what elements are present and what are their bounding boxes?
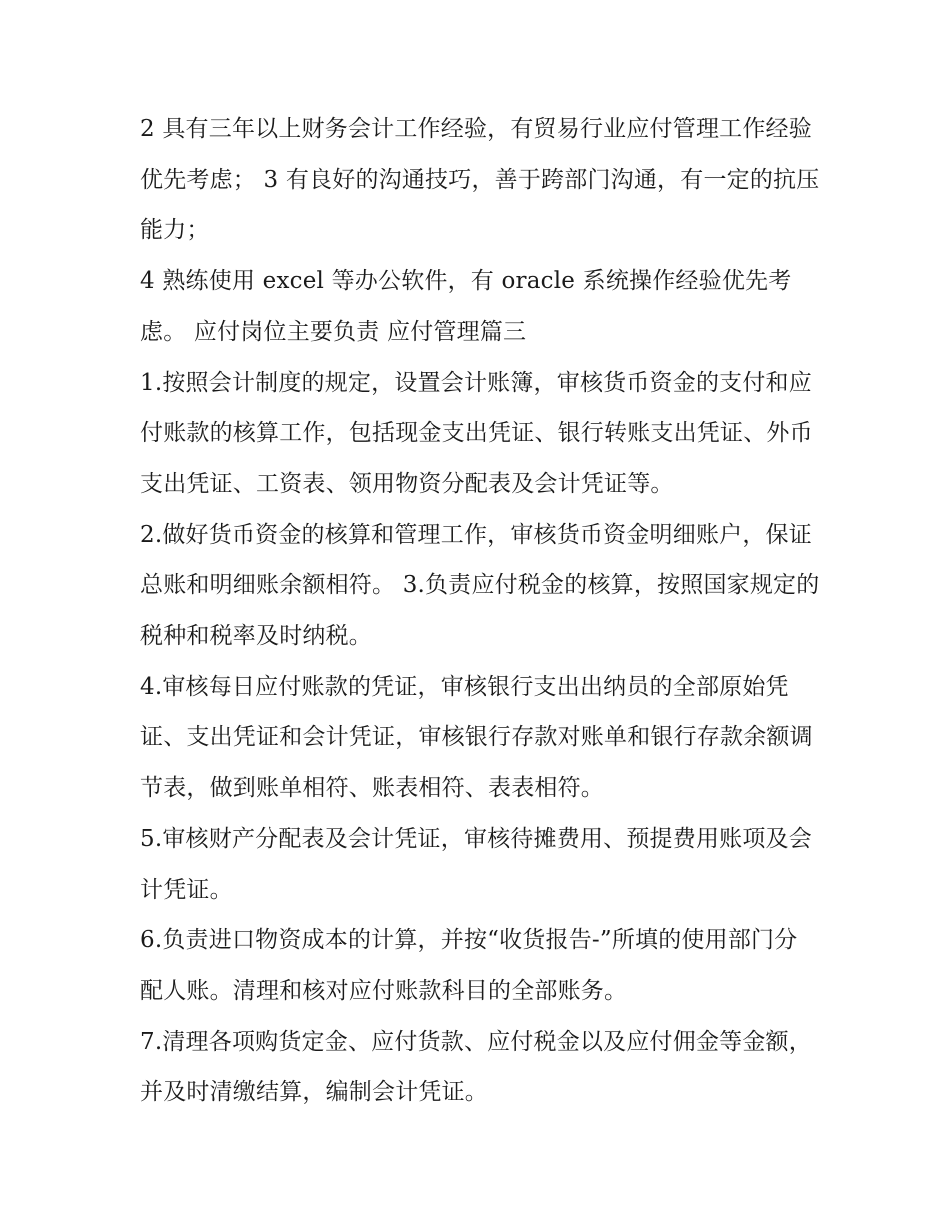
document-body [140,104,820,1118]
paragraph-duty-5: 5.审核财产分配表及会计凭证，审核待摊费用、预提费用账项及会计凭证。 [140,825,812,903]
paragraph-requirement-2-3: 2 具有三年以上财务会计工作经验，有贸易行业应付管理工作经验优先考虑； 3 有良好的沟通技巧，善于跨部门沟通，有一定的抗压能力； [140,116,820,244]
paragraph-duty-2-3: 2.做好货币资金的核算和管理工作，审核货币资金明细账户，保证总账和明细账余额相符。 3.负责应付税金的核算，按照国家规定的税种和税率及时纳税。 [140,521,820,650]
paragraph-duty-6: 6.负责进口物资成本的计算，并按“收货报告-”所填的使用部门分配人账。清理和核对应付账款科目的全部账务。 [140,927,798,1004]
paragraph-requirement-4: 4 熟练使用 excel 等办公软件，有 oracle 系统操作经验优先考虑。 应付岗位主要负责 应付管理篇三 [140,268,792,345]
paragraph-duty-4: 4.审核每日应付账款的凭证，审核银行支出出纳员的全部原始凭证、支出凭证和会计凭证，审核银行存款对账单和银行存款余额调节表，做到账单相符、账表相符、表表相符。 [140,673,813,802]
paragraph-duty-7: 7.清理各项购货定金、应付货款、应付税金以及应付佣金等金额，并及时清缴结算，编制会计凭证。 [140,1028,812,1106]
paragraph-duty-1: 1.按照会计制度的规定，设置会计账簿，审核货币资金的支付和应付账款的核算工作，包括现金支出凭证、银行转账支出凭证、外币支出凭证、工资表、领用物资分配表及会计凭证等。 [140,369,813,497]
